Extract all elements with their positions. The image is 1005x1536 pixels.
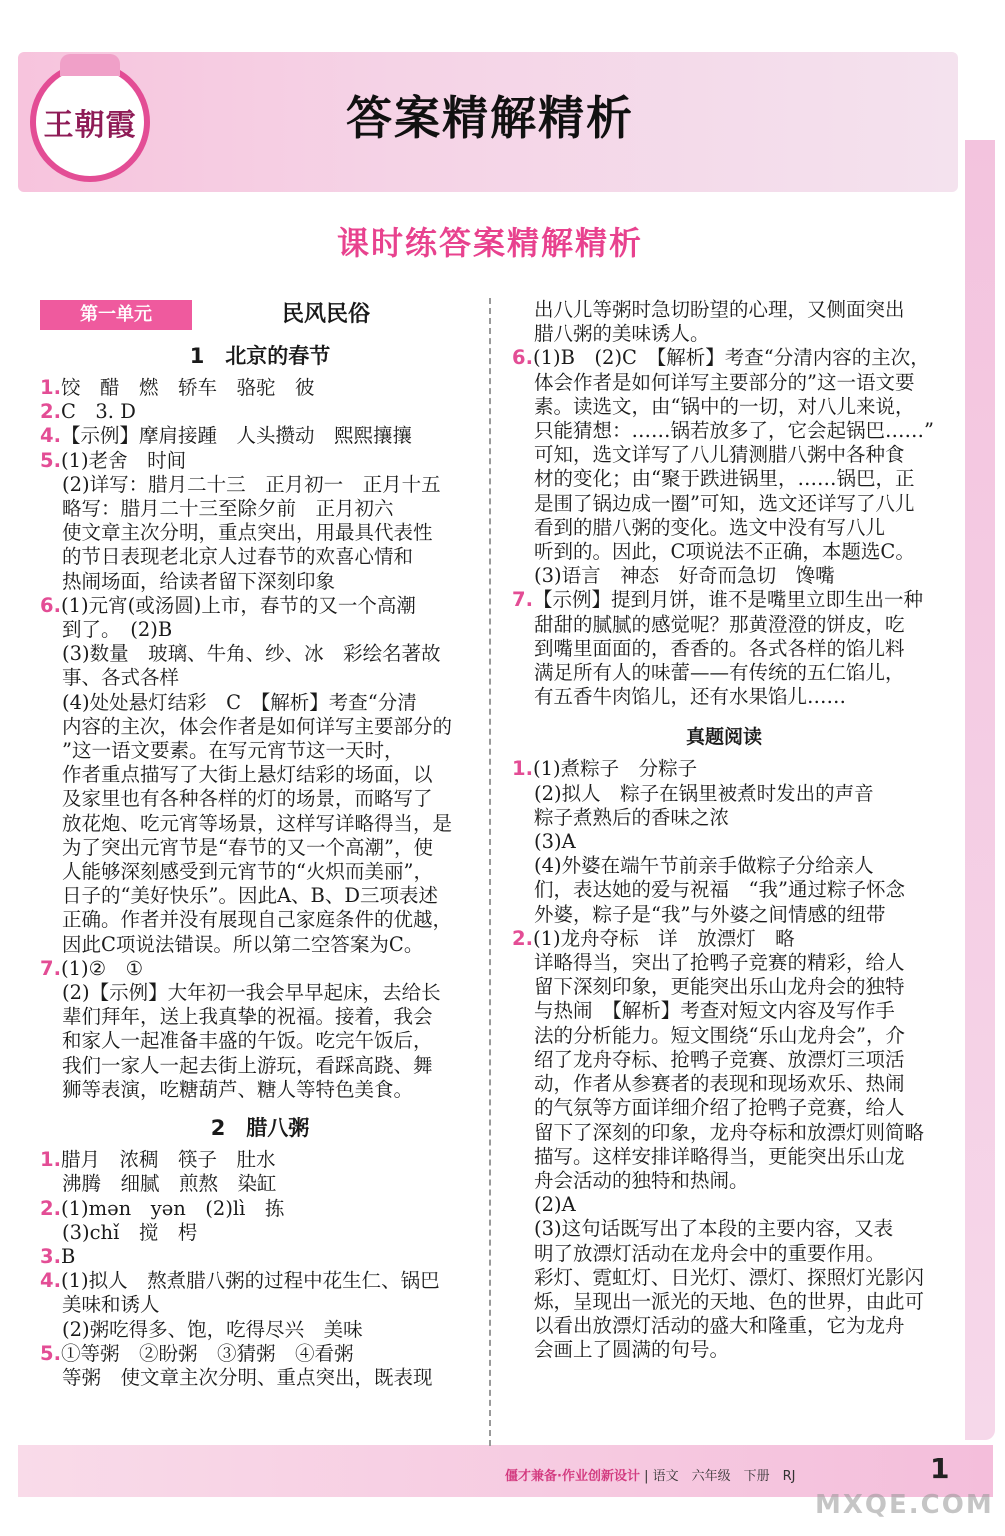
answer-text: 出八儿等粥时急切盼望的心理，又侧面突出 (534, 298, 905, 321)
answer-text: 外婆，粽子是“我”与外婆之间情感的纽带 (534, 902, 886, 926)
answer-text: 法的分析能力。短文围绕“乐山龙舟会”，介 (534, 1023, 905, 1047)
question-number: 7. (40, 956, 61, 980)
answer-text: 狮等表演，吃糖葫芦、糖人等特色美食。 (62, 1077, 414, 1101)
answer-text: 及家里也有各种各样的灯的场景，而略写了 (62, 787, 433, 811)
answer-text: 美味和诱人 (62, 1293, 160, 1317)
answer-text: 留下深刻印象，更能突出乐山龙舟会的独特 (534, 975, 905, 999)
unit-badge: 第一单元 (40, 300, 192, 330)
answer-line (512, 951, 936, 975)
answer-text: 热闹场面，给读者留下深刻印象 (62, 569, 336, 593)
answer-line (40, 449, 480, 473)
answer-text: 体会作者是如何详写主要部分的”这一语文要 (534, 370, 915, 394)
answer-text: 略写：腊月二十三至除夕前 正月初六 (62, 497, 394, 521)
answer-line (40, 570, 480, 594)
answer-line (40, 521, 480, 545)
answer-text: 等粥 使文章主次分明、重点突出，既表现 (62, 1365, 433, 1389)
question-number: 1. (512, 757, 533, 781)
answer-text: 彩灯、霓虹灯、日光灯、漂灯、探照灯光影闪 (534, 1265, 925, 1289)
answer-line (512, 1072, 936, 1096)
footer-grade: 语文 六年级 下册 RJ (652, 1469, 796, 1484)
answer-line (40, 908, 480, 932)
answer-text: (3)chǐ 搅 枵 (62, 1220, 198, 1244)
answer-text: B (60, 1244, 76, 1268)
answer-line (512, 903, 936, 927)
answer-line (40, 473, 480, 497)
answer-line (40, 1054, 480, 1078)
answer-line (512, 322, 936, 346)
answer-line (512, 806, 936, 830)
answer-line (40, 545, 480, 569)
answer-text: 详略得当，突出了抢鸭子竞赛的精彩，给人 (534, 951, 905, 975)
answer-line (512, 1314, 936, 1338)
answer-line (512, 999, 936, 1023)
answer-line (40, 981, 480, 1005)
answer-line (512, 1169, 936, 1193)
right-column (512, 298, 936, 1363)
answer-text: 绍了龙舟夺标、抢鸭子竞赛、放漂灯三项活 (534, 1047, 905, 1071)
answer-text: 满足所有人的味蕾——有传统的五仁馅儿， (534, 661, 905, 685)
answer-line (512, 830, 936, 854)
answer-line (512, 757, 936, 781)
page-title: 答案精解精析 (346, 91, 634, 145)
answer-text: 到了。 (2)B (62, 618, 173, 642)
answer-text: 有五香牛肉馅儿，还有水果馅儿…… (534, 685, 847, 709)
answer-text: 事、各式各样 (62, 666, 180, 690)
answer-line (512, 516, 936, 540)
answer-text: (1)B (2)C 【解析】考查“分清内容的主次， (532, 346, 930, 370)
answer-text: (4)处处悬灯结彩 C 【解析】考查“分清 (62, 690, 417, 714)
question-number: 1. (40, 376, 61, 399)
lesson-1-answers (40, 376, 480, 1102)
question-number: 6. (40, 593, 61, 617)
answer-line (512, 613, 936, 637)
answer-text: (3)这句话既写出了本段的主要内容，又表 (534, 1217, 894, 1241)
answer-text: 放花炮、吃元宵等场景，这样写详略得当，是 (62, 811, 453, 835)
question-number: 4. (40, 1269, 61, 1293)
answer-line (512, 854, 936, 878)
answer-line (40, 884, 480, 908)
answer-text: 腊月 浓稠 筷子 肚水 (60, 1148, 276, 1172)
answer-text: 饺 醋 燃 轿车 骆驼 彼 (60, 376, 315, 399)
answer-text: 人能够深刻感受到元宵节的“火炽而美丽”， (62, 860, 433, 884)
question-number: 2. (512, 926, 533, 950)
answer-line (40, 400, 480, 424)
answer-text: 明了放漂灯活动在龙舟会中的重要作用。 (534, 1241, 886, 1265)
answer-text: 可知，选文详写了八儿猜测腊八粥中各种食 (534, 443, 905, 467)
answer-line (512, 492, 936, 516)
answer-text: 沸腾 细腻 煎熬 染缸 (62, 1172, 277, 1196)
answer-text: ”这一语文要素。在写元宵节这一天时， (62, 739, 404, 763)
footer-series: 僵才兼备·作业创新设计 (505, 1469, 640, 1484)
answer-text: 以看出放漂灯活动的盛大和隆重，它为龙舟 (534, 1314, 905, 1338)
answer-text: 描写。这样安排详略得当，更能突出乐山龙 (534, 1144, 905, 1168)
answer-line (512, 1024, 936, 1048)
section-title-reading: 真题阅读 (685, 726, 762, 749)
answer-line (512, 1193, 936, 1217)
left-column (40, 298, 480, 1390)
page-number: 1 (930, 1452, 950, 1485)
answer-text: 的节日表现老北京人过春节的欢喜心情和 (62, 545, 414, 569)
question-number: 2. (40, 1196, 61, 1220)
answer-text: (2)A (534, 1193, 576, 1217)
answer-text: 因此C项说法错误。所以第二空答案为C。 (62, 932, 424, 956)
answer-text: 只能猜想：……锅若放多了，它会起锅巴……” (534, 419, 934, 443)
answer-line (40, 715, 480, 739)
answer-line (512, 395, 936, 419)
answer-line (40, 860, 480, 884)
answer-line (40, 1172, 480, 1196)
answer-text: 辈们拜年，送上我真挚的祝福。接着，我会 (62, 1005, 433, 1029)
answer-line (512, 1145, 936, 1169)
lesson-2-answers-cont (512, 298, 936, 709)
question-number: 2. (40, 400, 61, 424)
answer-line (512, 1266, 936, 1290)
answer-text: (1)mən yən (2)lì 拣 (60, 1196, 285, 1220)
answer-line (512, 540, 936, 564)
answer-text: (2)拟人 粽子在锅里被煮时发出的声音 (534, 781, 874, 805)
answer-text: 日子的“美好快乐”。因此A、B、D三项表述 (62, 884, 438, 908)
answer-text: 作者重点描写了大街上悬灯结彩的场面，以 (62, 763, 433, 787)
answer-line (40, 1221, 480, 1245)
reading-answers (512, 757, 936, 1362)
answer-text: 【示例】提到月饼，谁不是嘴里立即生出一种 (532, 588, 923, 612)
answer-text: (3)A (534, 830, 576, 854)
answer-line (512, 346, 936, 370)
answer-line (40, 836, 480, 860)
logo-text: 王朝霞 (43, 108, 137, 143)
answer-line (512, 419, 936, 443)
answer-line (512, 1096, 936, 1120)
answer-text: 烁，呈现出一派光的天地、色的世界，由此可 (534, 1289, 925, 1313)
brand-logo (30, 62, 150, 182)
answer-line (40, 957, 480, 981)
answer-text: (2)【示例】大年初一我会早早起床，去给长 (62, 981, 441, 1005)
question-number: 1. (40, 1148, 61, 1172)
answer-line (512, 927, 936, 951)
answer-line (40, 1029, 480, 1053)
answer-line (40, 691, 480, 715)
question-number: 6. (512, 346, 533, 370)
answer-text: 动，作者从参赛者的表现和现场欢乐、热闹 (534, 1072, 905, 1096)
answer-line (40, 424, 480, 448)
answer-text: 内容的主次，体会作者是如何详写主要部分的 (62, 714, 453, 738)
answer-line (40, 618, 480, 642)
answer-text: 留下了深刻的印象，龙舟夺标和放漂灯则简略 (534, 1120, 925, 1144)
answer-text: 会画上了圆满的句号。 (534, 1338, 730, 1362)
answer-line (512, 637, 936, 661)
answer-text: (1)龙舟夺标 详 放漂灯 略 (532, 926, 795, 950)
answer-text: (2)详写：腊月二十三 正月初一 正月十五 (62, 472, 441, 496)
answer-line (512, 1290, 936, 1314)
answer-line (512, 975, 936, 999)
answer-line (512, 685, 936, 709)
answer-text: (3)语言 神态 好奇而急切 馋嘴 (534, 564, 835, 588)
answer-line (40, 1005, 480, 1029)
answer-line (40, 1245, 480, 1269)
answer-line (40, 1269, 480, 1293)
answer-line (40, 642, 480, 666)
answer-text: 我们一家人一起去街上游玩，看踩高跷、舞 (62, 1053, 433, 1077)
page-subtitle: 课时练答案精解精析 (336, 224, 643, 262)
answer-text: (1)元宵(或汤圆)上市，春节的又一个高潮 (60, 593, 416, 617)
answer-line (512, 564, 936, 588)
right-decor-band (965, 140, 995, 1440)
answer-text: (1)老舍 时间 (60, 448, 187, 472)
answer-text: 与热闹 【解析】考查对短文内容及写作手 (534, 999, 895, 1023)
answer-line (40, 1342, 480, 1366)
watermark: MXQE.COM (815, 1490, 994, 1520)
answer-line (512, 298, 936, 322)
unit-header (40, 298, 480, 332)
answer-text: 甜甜的腻腻的感觉呢？那黄澄澄的饼皮，吃 (534, 612, 905, 636)
answer-text: 是围了锅边成一圈”可知，选文还详写了八儿 (534, 491, 915, 515)
answer-line (512, 1121, 936, 1145)
answer-line (512, 1242, 936, 1266)
answer-text: 和家人一起准备丰盛的午饭。吃完午饭后， (62, 1029, 433, 1053)
answer-text: 材的变化；由“聚于跌进锅里，……锅巴，正 (534, 467, 915, 491)
footer-info (505, 1465, 935, 1484)
answer-line (40, 1318, 480, 1342)
answer-line (40, 1366, 480, 1390)
answer-line (40, 1148, 480, 1172)
answer-text: 听到的。因此，C项说法不正确，本题选C。 (534, 540, 915, 564)
answer-line (512, 782, 936, 806)
lesson-2-answers (40, 1148, 480, 1390)
answer-line (40, 1197, 480, 1221)
answer-text: (1)拟人 熬煮腊八粥的过程中花生仁、锅巴 (60, 1269, 440, 1293)
answer-text: 正确。作者并没有展现自己家庭条件的优越， (62, 908, 453, 932)
answer-text: (2)粥吃得多、饱，吃得尽兴 美味 (62, 1317, 363, 1341)
answer-line (40, 763, 480, 787)
answer-text: 们，表达她的爱与祝福 “我”通过粽子怀念 (534, 878, 905, 902)
answer-line (512, 467, 936, 491)
question-number: 7. (512, 588, 533, 612)
lesson-title-1: 1 北京的春节 (189, 344, 331, 368)
answer-text: C 3. D (60, 400, 136, 424)
footer-separator: | (644, 1469, 653, 1484)
answer-text: 到嘴里面面的，香香的。各式各样的馅儿料 (534, 636, 905, 660)
answer-line (40, 1293, 480, 1317)
answer-text: 粽子煮熟后的香味之浓 (534, 805, 730, 829)
answer-line (512, 878, 936, 902)
question-number: 4. (40, 424, 61, 448)
answer-text: 的气氛等方面详细介绍了抢鸭子竞赛，给人 (534, 1096, 905, 1120)
answer-text: 看到的腊八粥的变化。选文中没有写八儿 (534, 515, 886, 539)
question-number: 3. (40, 1244, 61, 1268)
answer-line (40, 1078, 480, 1102)
answer-line (512, 588, 936, 612)
answer-text: 【示例】摩肩接踵 人头攒动 熙熙攘攘 (60, 424, 412, 448)
answer-line (40, 787, 480, 811)
answer-text: (1)② ① (60, 956, 144, 980)
answer-text: ①等粥 ②盼粥 ③猜粥 ④看粥 (60, 1341, 354, 1365)
answer-line (40, 376, 480, 400)
answer-text: (3)数量 玻璃、牛角、纱、冰 彩绘名著故 (62, 642, 441, 666)
crown-icon (60, 54, 120, 76)
answer-line (512, 661, 936, 685)
answer-text: 腊八粥的美味诱人。 (534, 322, 710, 346)
answer-text: 素。读选文，由“锅中的一切，对八儿来说， (534, 394, 915, 418)
answer-line (512, 371, 936, 395)
column-divider (489, 298, 491, 1446)
answer-line (512, 443, 936, 467)
answer-text: 为了突出元宵节是“春节的又一个高潮”，使 (62, 835, 433, 859)
answer-line (512, 1048, 936, 1072)
question-number: 5. (40, 448, 61, 472)
answer-line (40, 497, 480, 521)
answer-line (40, 594, 480, 618)
answer-line (512, 1217, 936, 1241)
answer-line (40, 666, 480, 690)
unit-title: 民风民俗 (282, 301, 371, 327)
answer-line (40, 739, 480, 763)
answer-line (512, 1338, 936, 1362)
answer-text: (4)外婆在端午节前亲手做粽子分给亲人 (534, 854, 874, 878)
answer-text: (1)煮粽子 分粽子 (532, 757, 698, 781)
answer-line (40, 812, 480, 836)
answer-text: 使文章主次分明，重点突出，用最具代表性 (62, 521, 433, 545)
answer-line (40, 933, 480, 957)
question-number: 5. (40, 1341, 61, 1365)
answer-text: 舟会活动的独特和热闹。 (534, 1168, 749, 1192)
lesson-title-2: 2 腊八粥 (210, 1116, 310, 1141)
